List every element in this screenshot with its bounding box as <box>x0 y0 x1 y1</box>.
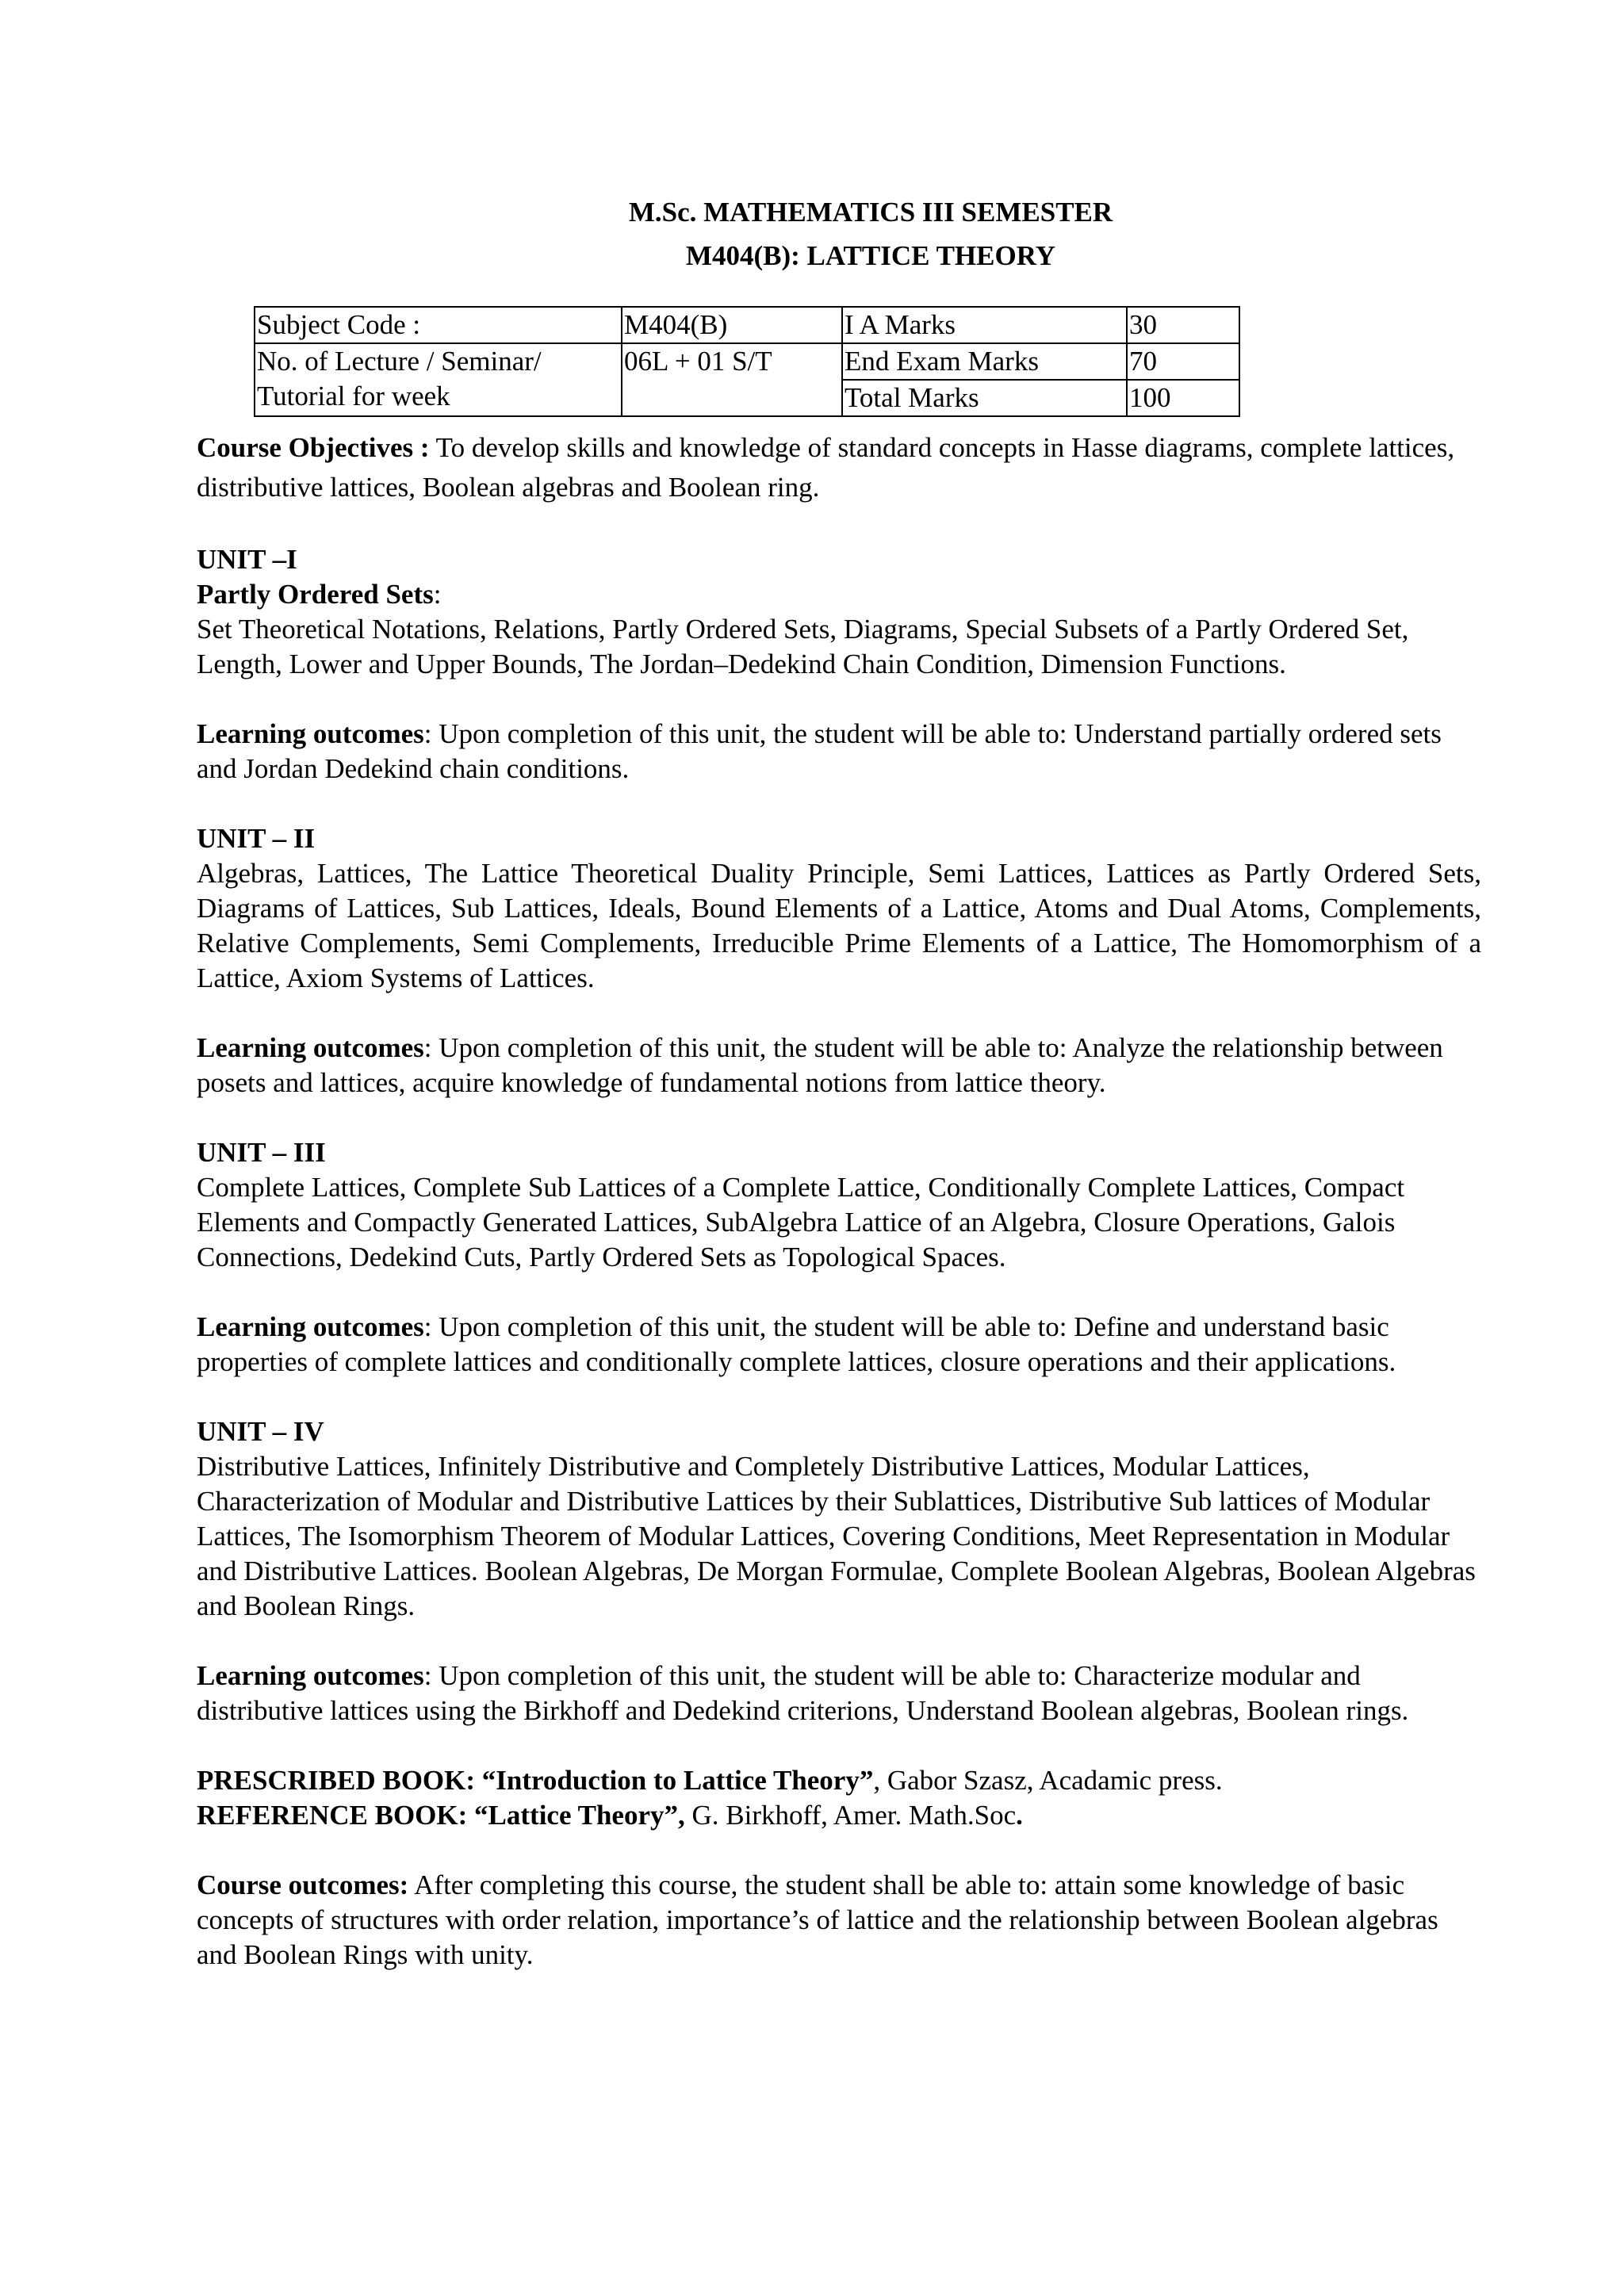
learning-outcomes-label: Learning outcomes <box>197 1660 424 1691</box>
table-row <box>255 307 1239 343</box>
objectives-label: Course Objectives : <box>197 432 430 463</box>
course-objectives <box>197 428 1481 507</box>
table-row <box>255 343 1239 380</box>
unit-1-heading: UNIT –I <box>197 544 297 575</box>
unit-1-subheading-text: Partly Ordered Sets <box>197 579 434 610</box>
reference-book-details: G. Birkhoff, Amer. Math.Soc <box>684 1800 1017 1831</box>
course-outcomes-text: After completing this course, the student shall be able to: attain some knowledge of basic concepts of structures with order relation, importance’s of lattice and the relationship between Boolean algebras and Boolean Rings with unity. <box>197 1869 1438 1970</box>
table-cell: End Exam Marks <box>842 343 1127 380</box>
objectives-text: To develop skills and knowledge of standard concepts in Hasse diagrams, complete lattices, distributive lattices, Boolean algebras and Boolean ring. <box>197 432 1455 503</box>
table-cell: 70 <box>1127 343 1239 380</box>
title-line-program: M.Sc. MATHEMATICS III SEMESTER <box>628 197 1113 228</box>
unit-2-body: Algebras, Lattices, The Lattice Theoretical Duality Principle, Semi Lattices, Lattices as Partly Ordered Sets, Diagrams of Lattices, Sub Lattices, Ideals, Bound Elements of a Lattice, Atoms and Dual Atoms, Complements, Relative Complements, Semi Complements, Irreducible Prime Elements of a Lattice, The Homomorphism of a Lattice, Axiom Systems of Lattices. <box>197 858 1481 993</box>
document-title <box>197 190 1481 277</box>
table-cell: 30 <box>1127 307 1239 343</box>
title-line-course: M404(B): LATTICE THEORY <box>685 240 1056 271</box>
unit-1-subheading-colon: : <box>433 579 442 610</box>
unit-1-learning-outcomes <box>197 717 1481 786</box>
unit-2-section <box>197 821 1481 996</box>
learning-outcomes-label: Learning outcomes <box>197 1311 424 1342</box>
table-cell: No. of Lecture / Seminar/ Tutorial for week <box>255 343 622 416</box>
learning-outcomes-label: Learning outcomes <box>197 718 424 749</box>
table-cell: Subject Code : <box>255 307 622 343</box>
course-outcomes-section <box>197 1868 1481 1973</box>
unit-3-section <box>197 1135 1481 1275</box>
learning-outcomes-text: : Upon completion of this unit, the student will be able to: Define and understand basic properties of complete lattices and conditionally complete lattices, closure operations and their applications. <box>197 1311 1396 1377</box>
learning-outcomes-label: Learning outcomes <box>197 1032 424 1063</box>
table-cell: Total Marks <box>842 380 1127 416</box>
unit-4-section <box>197 1414 1481 1624</box>
course-info-table <box>254 306 1240 417</box>
unit-3-learning-outcomes <box>197 1310 1481 1380</box>
table-cell: I A Marks <box>842 307 1127 343</box>
learning-outcomes-text: : Upon completion of this unit, the student will be able to: Characterize modular and distributive lattices using the Birkhoff and Dedekind criterions, Understand Boolean algebras, Boolean rings. <box>197 1660 1409 1726</box>
unit-3-heading: UNIT – III <box>197 1137 326 1168</box>
unit-1-subheading <box>197 577 1481 612</box>
table-cell: 100 <box>1127 380 1239 416</box>
table-cell: M404(B) <box>622 307 842 343</box>
books-section <box>197 1763 1481 1833</box>
unit-4-heading: UNIT – IV <box>197 1416 324 1447</box>
learning-outcomes-text: : Upon completion of this unit, the student will be able to: Understand partially ordered sets and Jordan Dedekind chain conditions. <box>197 718 1442 784</box>
prescribed-book-details: , Gabor Szasz, Acadamic press. <box>873 1765 1223 1796</box>
prescribed-book <box>197 1763 1481 1798</box>
reference-book-end: . <box>1016 1800 1023 1831</box>
unit-3-body: Complete Lattices, Complete Sub Lattices of a Complete Lattice, Conditionally Complete Lattices, Compact Elements and Compactly Generated Lattices, SubAlgebra Lattice of an Algebra, Closure Operations, Galois Connections, Dedekind Cuts, Partly Ordered Sets as Topological Spaces. <box>197 1172 1405 1272</box>
syllabus-page <box>197 190 1481 1973</box>
learning-outcomes-text: : Upon completion of this unit, the student will be able to: Analyze the relationship between posets and lattices, acquire knowledge of fundamental notions from lattice theory. <box>197 1032 1443 1098</box>
unit-1-body: Set Theoretical Notations, Relations, Partly Ordered Sets, Diagrams, Special Subsets of a Partly Ordered Set, Length, Lower and Upper Bounds, The Jordan–Dedekind Chain Condition, Dimension Functions. <box>197 614 1409 679</box>
reference-book <box>197 1798 1481 1833</box>
unit-4-learning-outcomes <box>197 1659 1481 1728</box>
unit-1-section <box>197 542 1481 682</box>
reference-book-label: REFERENCE BOOK: “Lattice Theory”, <box>197 1800 685 1831</box>
unit-4-body: Distributive Lattices, Infinitely Distributive and Completely Distributive Lattices, Modular Lattices, Characterization of Modular and Distributive Lattices by their Sublattices, Distributive Sub lattices of Modular Lattices, The Isomorphism Theorem of Modular Lattices, Covering Conditions, Meet Representation in Modular and Distributive Lattices. Boolean Algebras, De Morgan Formulae, Complete Boolean Algebras, Boolean Algebras and Boolean Rings. <box>197 1451 1476 1621</box>
unit-2-heading: UNIT – II <box>197 823 316 854</box>
unit-2-learning-outcomes <box>197 1031 1481 1100</box>
table-cell: 06L + 01 S/T <box>622 343 842 416</box>
course-outcomes-label: Course outcomes: <box>197 1869 409 1900</box>
prescribed-book-label: PRESCRIBED BOOK: “Introduction to Lattice Theory” <box>197 1765 874 1796</box>
